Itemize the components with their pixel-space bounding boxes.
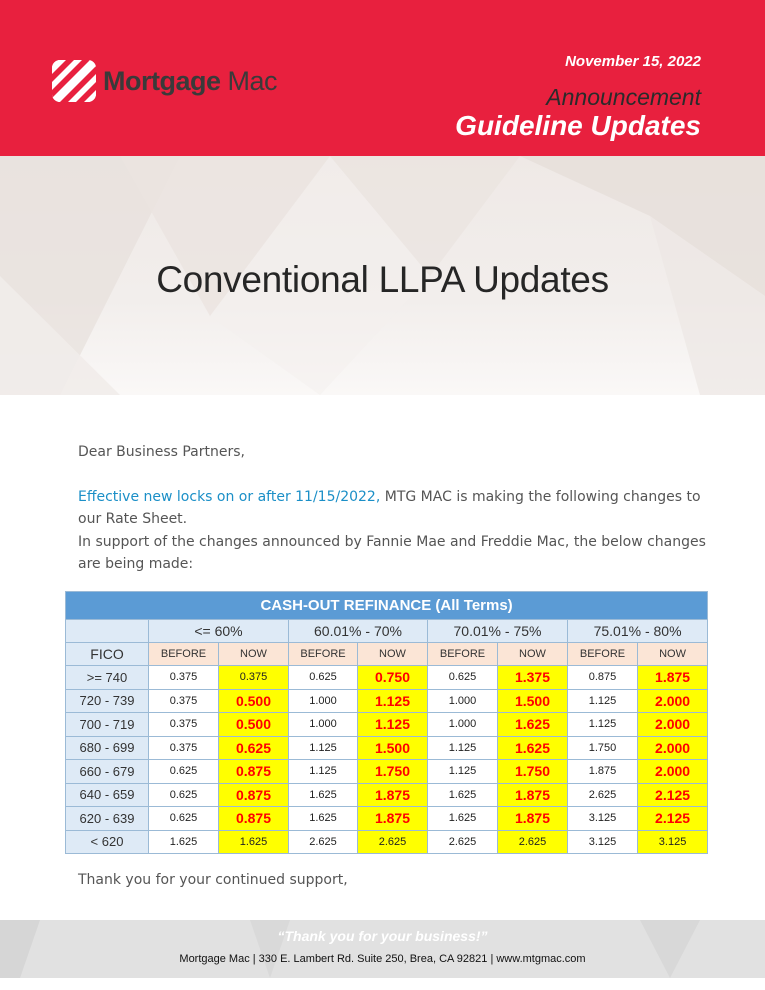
now-value: 1.875	[358, 783, 428, 807]
fico-range: 620 - 639	[66, 807, 149, 831]
before-value: 0.375	[149, 689, 219, 713]
table-row	[66, 807, 708, 831]
now-value: 1.875	[498, 807, 568, 831]
before-value: 2.625	[428, 830, 498, 854]
table-row	[66, 830, 708, 854]
fico-range: 640 - 659	[66, 783, 149, 807]
now-value: 1.375	[498, 666, 568, 690]
before-value: 1.000	[289, 689, 358, 713]
announcement-label: Announcement	[546, 84, 701, 110]
now-value: 0.375	[219, 666, 289, 690]
now-value: 2.000	[638, 713, 708, 737]
fico-range: 660 - 679	[66, 760, 149, 784]
now-value: 0.875	[219, 760, 289, 784]
before-value: 2.625	[289, 830, 358, 854]
now-header: NOW	[638, 643, 708, 666]
before-value: 1.125	[289, 736, 358, 760]
before-header: BEFORE	[149, 643, 219, 666]
page-title: Conventional LLPA Updates	[156, 259, 609, 300]
ltv-range-row	[66, 620, 708, 643]
table-row	[66, 760, 708, 784]
before-header: BEFORE	[289, 643, 358, 666]
now-value: 0.500	[219, 713, 289, 737]
closing: Thank you for your continued support,	[78, 872, 348, 888]
now-value: 1.750	[358, 760, 428, 784]
now-value: 1.625	[219, 830, 289, 854]
now-value: 0.875	[219, 783, 289, 807]
column-header-row	[66, 643, 708, 666]
footer-address: Mortgage Mac | 330 E. Lambert Rd. Suite 250, Brea, CA 92821 | www.mtgmac.com	[179, 953, 586, 965]
now-value: 1.125	[358, 689, 428, 713]
before-value: 1.625	[289, 807, 358, 831]
ltv-range: 75.01% - 80%	[568, 620, 708, 643]
before-value: 1.125	[428, 760, 498, 784]
now-value: 2.000	[638, 689, 708, 713]
now-value: 1.875	[638, 666, 708, 690]
support-paragraph: In support of the changes announced by Fannie Mae and Freddie Mac, the below changes are being made:	[78, 534, 706, 572]
before-header: BEFORE	[568, 643, 638, 666]
fico-range: >= 740	[66, 666, 149, 690]
before-value: 0.375	[149, 713, 219, 737]
table-row	[66, 689, 708, 713]
now-value: 1.875	[498, 783, 568, 807]
before-value: 1.125	[568, 689, 638, 713]
before-value: 1.875	[568, 760, 638, 784]
brand-name: Mortgage Mac	[103, 65, 278, 96]
headline: Guideline Updates	[455, 110, 701, 141]
now-value: 1.125	[358, 713, 428, 737]
before-value: 1.000	[428, 689, 498, 713]
announcement-date: November 15, 2022	[565, 53, 701, 70]
fico-range: 680 - 699	[66, 736, 149, 760]
greeting: Dear Business Partners,	[78, 444, 245, 460]
mortgage-mac-logo-icon	[52, 60, 96, 102]
before-value: 1.750	[568, 736, 638, 760]
now-value: 1.500	[498, 689, 568, 713]
now-value: 1.750	[498, 760, 568, 784]
now-value: 2.125	[638, 807, 708, 831]
before-value: 0.625	[428, 666, 498, 690]
before-value: 0.375	[149, 666, 219, 690]
before-value: 2.625	[568, 783, 638, 807]
header-banner	[0, 0, 765, 156]
before-value: 1.125	[568, 713, 638, 737]
now-value: 0.875	[219, 807, 289, 831]
ltv-range: 60.01% - 70%	[289, 620, 428, 643]
now-value: 1.625	[498, 736, 568, 760]
before-value: 1.000	[428, 713, 498, 737]
footer-slogan: “Thank you for your business!”	[277, 928, 488, 944]
before-value: 0.625	[289, 666, 358, 690]
now-header: NOW	[219, 643, 289, 666]
fico-header: FICO	[66, 643, 149, 666]
llpa-table	[65, 591, 708, 854]
ltv-range: <= 60%	[149, 620, 289, 643]
table-row	[66, 713, 708, 737]
footer	[0, 920, 765, 978]
now-value: 2.000	[638, 760, 708, 784]
effective-paragraph	[78, 486, 728, 530]
now-value: 2.125	[638, 783, 708, 807]
before-value: 0.375	[149, 736, 219, 760]
table-title: CASH-OUT REFINANCE (All Terms)	[66, 592, 708, 620]
before-value: 3.125	[568, 830, 638, 854]
now-value: 3.125	[638, 830, 708, 854]
before-value: 1.625	[428, 807, 498, 831]
now-value: 0.625	[219, 736, 289, 760]
now-header: NOW	[498, 643, 568, 666]
now-value: 1.625	[498, 713, 568, 737]
ltv-blank-cell	[66, 620, 149, 643]
effective-date-highlight: Effective new locks on or after 11/15/2022,	[78, 489, 381, 505]
now-value: 2.000	[638, 736, 708, 760]
before-value: 1.625	[149, 830, 219, 854]
effective-text: MTG MAC is making the following changes to our Rate Sheet.	[78, 489, 701, 527]
fico-range: 700 - 719	[66, 713, 149, 737]
table-row	[66, 736, 708, 760]
fico-range: < 620	[66, 830, 149, 854]
before-value: 1.625	[289, 783, 358, 807]
now-value: 2.625	[358, 830, 428, 854]
now-value: 1.875	[358, 807, 428, 831]
before-value: 1.125	[289, 760, 358, 784]
before-value: 3.125	[568, 807, 638, 831]
table-row	[66, 666, 708, 690]
before-value: 1.625	[428, 783, 498, 807]
before-value: 1.000	[289, 713, 358, 737]
before-value: 0.625	[149, 760, 219, 784]
before-value: 0.625	[149, 783, 219, 807]
table-row	[66, 783, 708, 807]
ltv-range: 70.01% - 75%	[428, 620, 568, 643]
before-value: 0.875	[568, 666, 638, 690]
brand-logo	[52, 60, 277, 102]
now-value: 2.625	[498, 830, 568, 854]
now-value: 0.750	[358, 666, 428, 690]
hero-banner	[0, 156, 765, 395]
now-value: 0.500	[219, 689, 289, 713]
now-value: 1.500	[358, 736, 428, 760]
before-header: BEFORE	[428, 643, 498, 666]
before-value: 1.125	[428, 736, 498, 760]
now-header: NOW	[358, 643, 428, 666]
before-value: 0.625	[149, 807, 219, 831]
fico-range: 720 - 739	[66, 689, 149, 713]
